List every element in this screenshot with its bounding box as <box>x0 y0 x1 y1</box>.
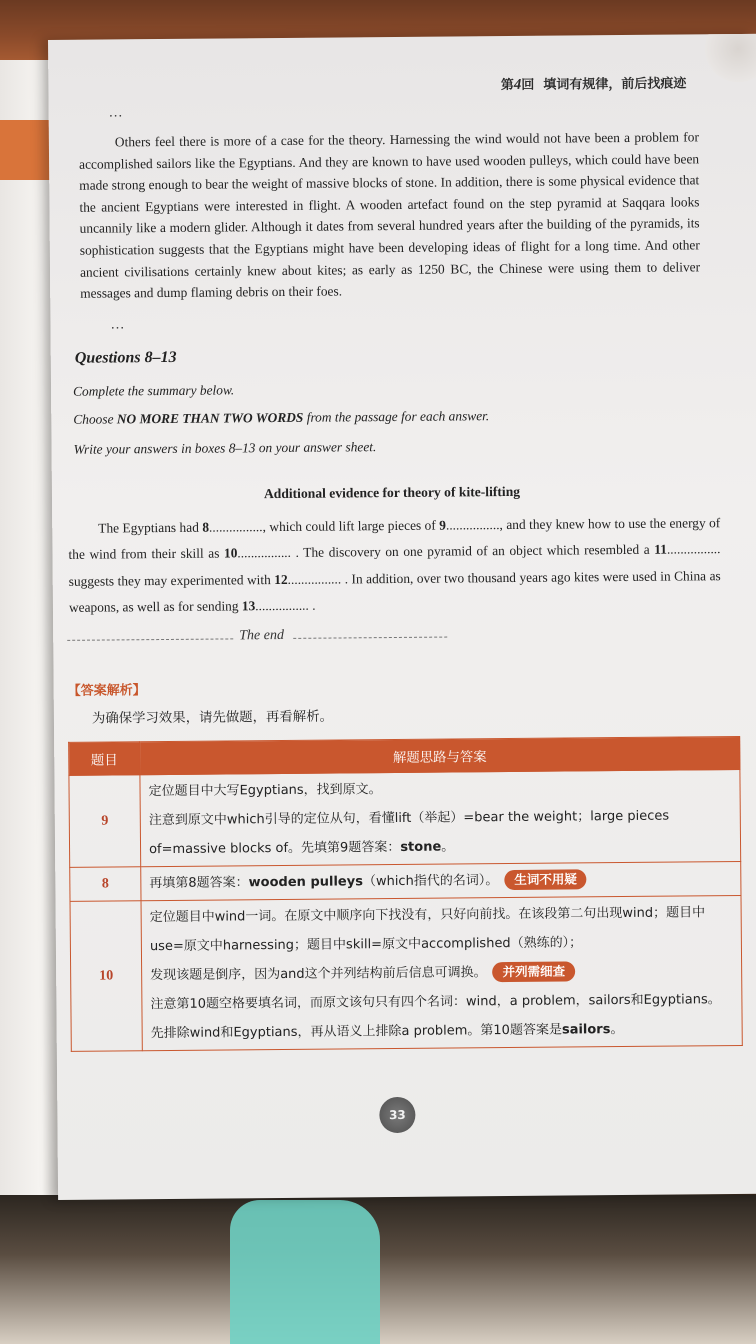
row-explanation <box>141 861 741 900</box>
lesson-prefix: 第 <box>500 77 514 94</box>
instruction-pre: Choose <box>73 411 117 427</box>
explanation-text: 再填第8题答案： <box>149 875 249 892</box>
answer-value: wooden pulleys <box>248 874 363 891</box>
tip-badge: 生词不用疑 <box>504 869 587 890</box>
explanation-text: 注意到原文中which引导的定位从句，看懂lift（举起）=bear the weight；large pieces of=massive blocks of。先填第9题答案： <box>148 808 670 858</box>
summary-text: ................ . In addition, over two thousand years ago kites were used in China as weapons, as well as for sending <box>68 567 721 616</box>
header-answer: 解题思路与答案 <box>140 736 740 774</box>
blank-number-9: 9 <box>439 517 447 533</box>
book-page <box>48 34 756 1200</box>
corner-decoration <box>696 34 756 85</box>
explanation-line <box>150 985 733 1048</box>
running-head <box>501 72 687 94</box>
passage-paragraph: Others feel there is more of a case for the theory. Harnessing the wind would not have been a problem for accomplished sailors like the Egyptians. And they are known to have used wooden pulleys, which could have been made strong enough to bear the weight of massive blocks of stone. In addition, there is some physical evidence that the ancient Egyptians were interested in flight. A wooden artefact found on the step pyramid at Saqqara looks uncannily like a modern glider. Although it dates from several hundred years after the building of the pyramids, its sophistication suggests that the Egyptians might have been developing ideas of flight for a long time. And other ancient civilisations certainly knew about kites; as early as 1250 BC, the Chinese were using them to deliver messages and dump flaming debris on their foes. <box>79 129 701 301</box>
summary-text: ................, and they knew how to use the energy of the wind from their skill as <box>68 515 721 563</box>
divider-line-right <box>293 637 447 639</box>
summary-title: Additional evidence for theory of kite-lifting <box>263 483 521 502</box>
explanation-text: 注意第10题空格要填名词，而原文该句只有四个名词：wind，a problem，sailors和Egyptians。先排除wind和Egyptians，再从语义上排除a problem。第10题答案是 <box>150 992 721 1042</box>
explanation-text: 发现该题是倒序，因为and这个并列结构前后信息可调换。 <box>150 965 487 984</box>
blank-number-8: 8 <box>202 519 210 535</box>
explanation-line: 定位题目中wind一词。在原文中顺序向下找没有，只好向前找。在该段第二句出现wind；题目中use=原文中harnessing；题目中skill=原文中accomplished（熟练的）； <box>149 905 706 955</box>
instruction-line-1: Complete the summary below. <box>73 382 235 399</box>
summary-text: ................ suggests they may experimented with <box>68 541 721 589</box>
summary-text: The Egyptians had <box>98 519 203 536</box>
background-plastic-bag <box>230 1200 380 1344</box>
explanation-line: 定位题目中大写Egyptians，找到原文。 <box>148 782 382 800</box>
background-adjacent-accent <box>0 120 50 180</box>
instruction-line-2 <box>73 408 489 428</box>
lesson-suffix: 回 <box>521 77 535 93</box>
row-explanation <box>141 895 742 1050</box>
table-row <box>69 769 741 867</box>
the-end-label: The end <box>239 627 284 644</box>
summary-text: ................, which could lift large pieces of <box>208 517 440 535</box>
lesson-number: 4 <box>513 76 522 93</box>
row-number: 8 <box>70 867 141 902</box>
answer-value: stone <box>400 839 442 855</box>
instruction-line-3: Write your answers in boxes 8–13 on your answer sheet. <box>73 439 377 457</box>
explanation-text: 。 <box>610 1022 624 1038</box>
ellipsis-top: … <box>108 105 123 121</box>
header-question: 题目 <box>69 742 140 776</box>
the-end-divider <box>67 627 447 650</box>
row-explanation <box>140 769 741 866</box>
summary-paragraph <box>68 510 721 621</box>
explanation-line <box>149 801 732 864</box>
questions-title: Questions 8–13 <box>74 348 177 367</box>
table-row <box>70 895 742 1051</box>
blank-number-11: 11 <box>654 542 667 558</box>
answer-section-heading: 【答案解析】 <box>67 683 146 699</box>
summary-text: ................ . <box>255 597 316 614</box>
blank-number-10: 10 <box>223 545 238 561</box>
blank-number-13: 13 <box>241 598 256 614</box>
instruction-word-limit: NO MORE THAN TWO WORDS <box>116 409 304 427</box>
explanation-text: 。 <box>441 839 455 855</box>
answer-table <box>68 736 743 1052</box>
row-number: 10 <box>70 901 142 1052</box>
summary-text: ................ . The discovery on one pyramid of an object which resembled a <box>237 542 655 561</box>
blank-number-12: 12 <box>274 571 288 587</box>
row-number: 9 <box>69 775 141 868</box>
answer-value: sailors <box>561 1022 611 1038</box>
lesson-title: 填词有规律，前后找痕迹 <box>543 76 687 93</box>
instruction-post: from the passage for each answer. <box>303 408 490 425</box>
page-number: 33 <box>379 1097 415 1133</box>
ellipsis-bottom: … <box>110 317 125 333</box>
explanation-text: （which指代的名词）。 <box>362 873 499 890</box>
answer-section-note: 为确保学习效果，请先做题，再看解析。 <box>91 709 334 727</box>
tip-badge: 并列需细查 <box>493 961 576 982</box>
divider-line-left <box>67 638 233 640</box>
